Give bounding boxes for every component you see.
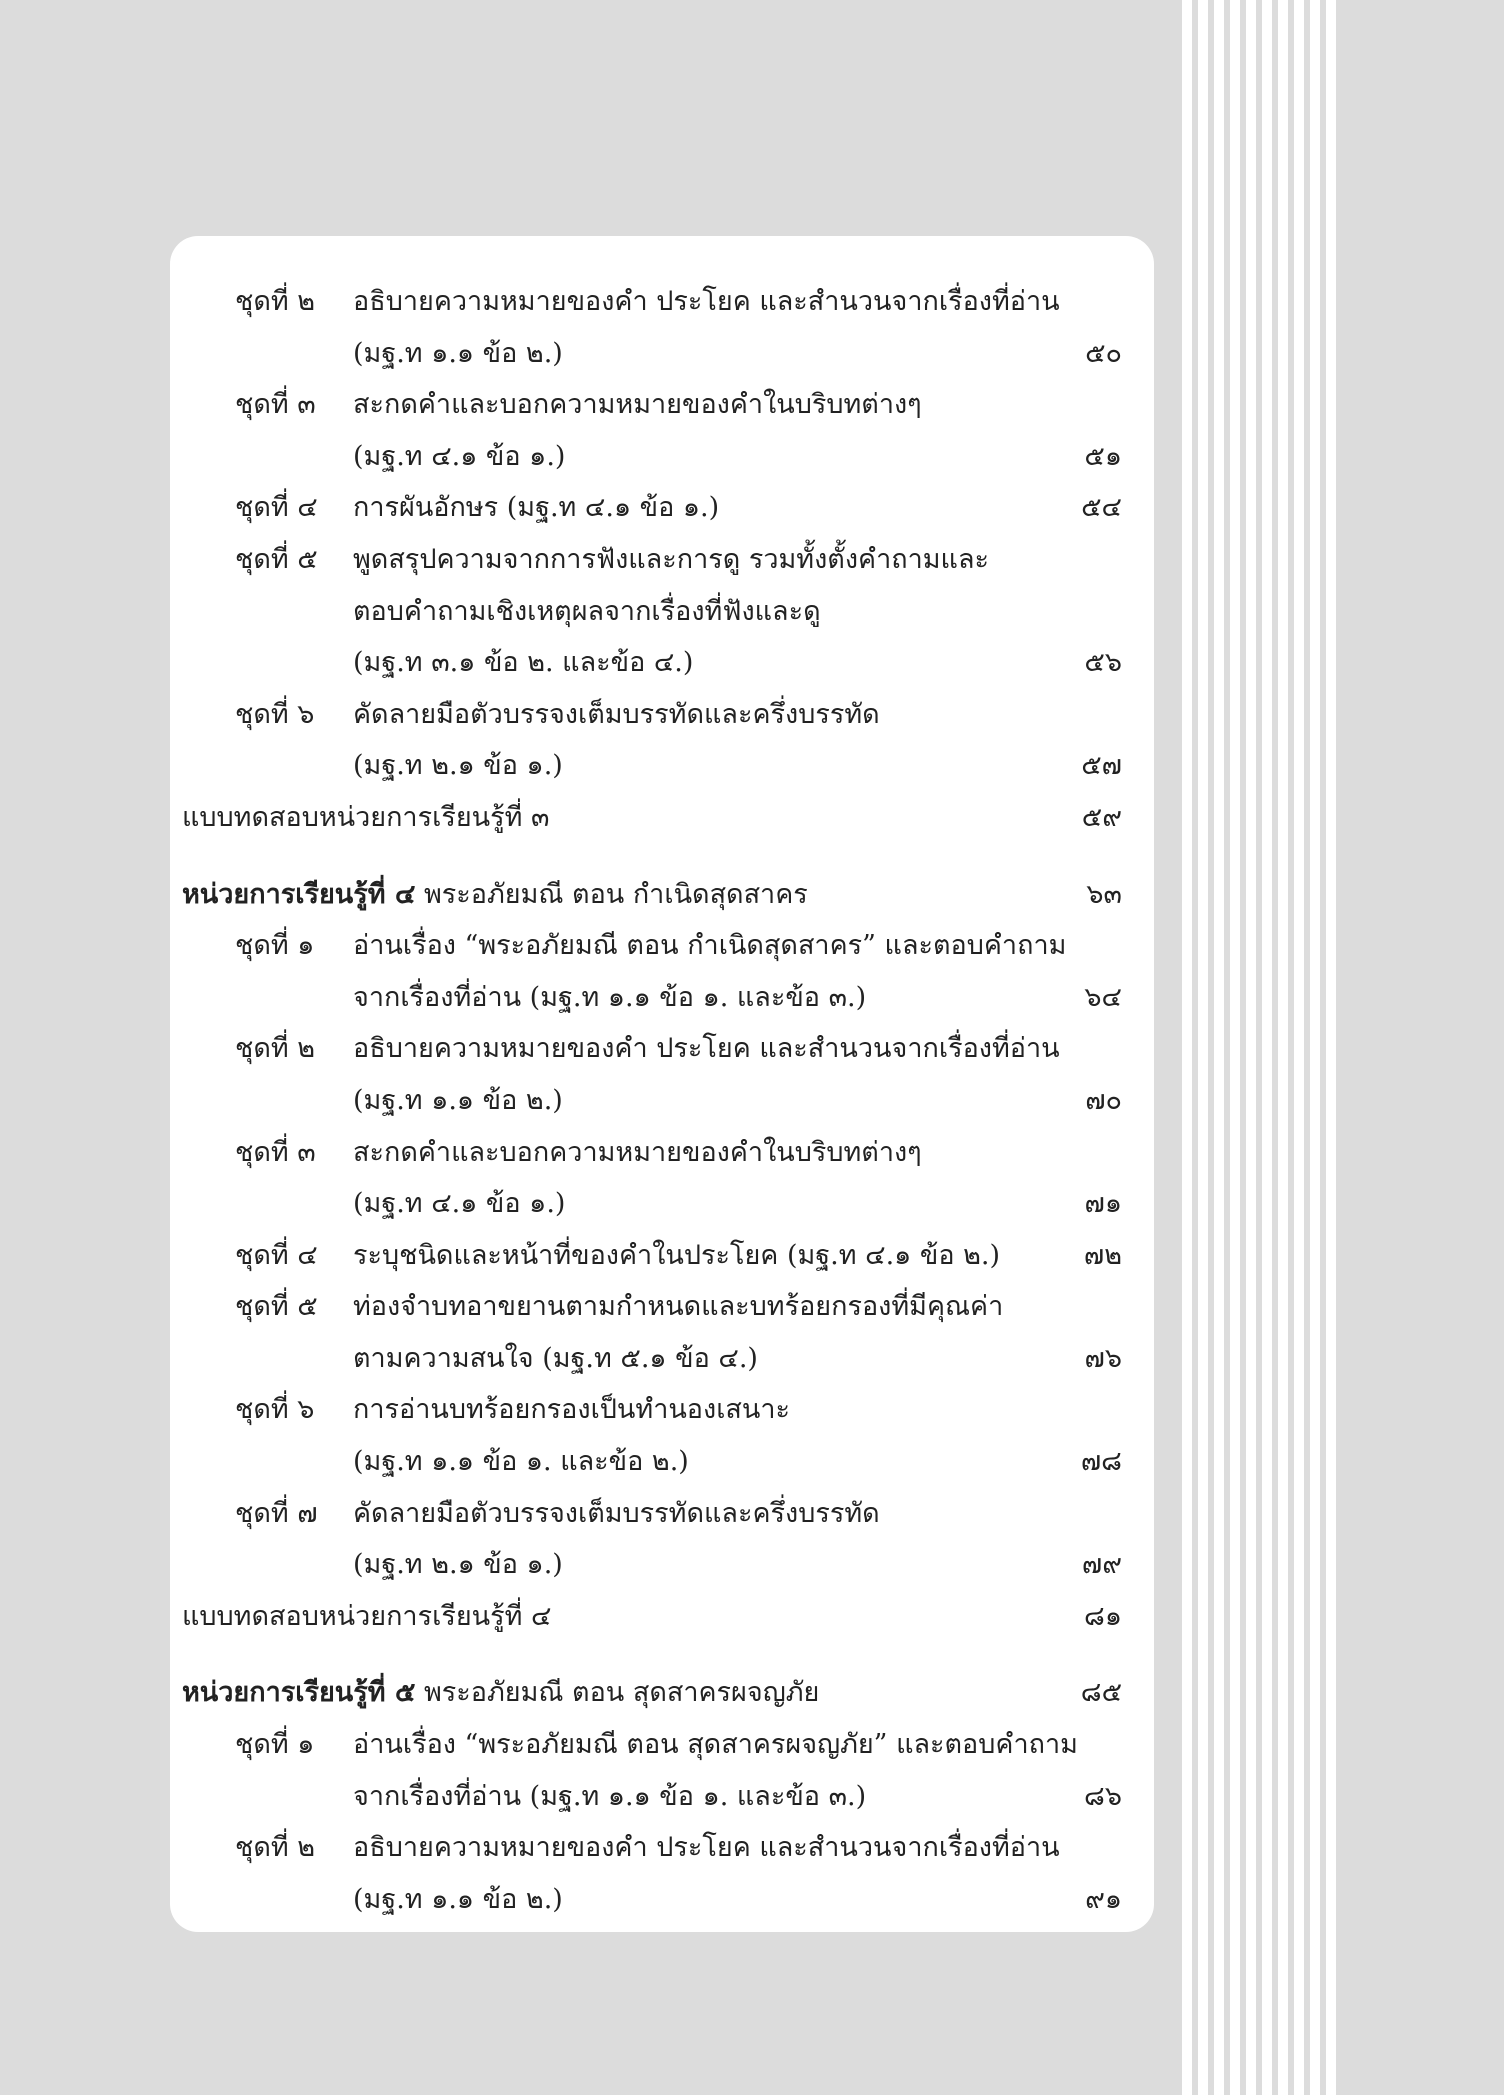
- toc-entry: [170, 970, 1154, 1022]
- toc-entry-text: พูดสรุปความจากการฟังและการดู รวมทั้งตั้งคำถามและ: [353, 543, 989, 575]
- toc-entry-text: อธิบายความหมายของคำ ประโยค และสำนวนจากเรื่องที่อ่าน: [353, 1832, 1060, 1864]
- toc-entry-label: ชุดที่ ๕: [235, 543, 318, 575]
- toc-page-number: ๕๗: [1081, 750, 1122, 782]
- toc-entry-text: คัดลายมือตัวบรรจงเต็มบรรทัดและครึ่งบรรทัด: [353, 698, 880, 730]
- toc-entry-text: อ่านเรื่อง “พระอภัยมณี ตอน สุดสาครผจญภัย” และตอบคำถาม: [353, 1729, 1078, 1761]
- toc-page-number: ๕๐: [1085, 337, 1122, 369]
- stripe: [1278, 0, 1288, 2095]
- toc-entry: [170, 326, 1154, 378]
- toc-entry-text: การอ่านบทร้อยกรองเป็นทำนองเสนาะ: [353, 1394, 791, 1426]
- toc-entry: [170, 1331, 1154, 1383]
- stripe: [1230, 0, 1240, 2095]
- toc-entry-text: ระบุชนิดและหน้าที่ของคำในประโยค (มฐ.ท ๔.๑ ข้อ ๒.): [353, 1239, 1001, 1271]
- toc-entry-text: (มฐ.ท ๔.๑ ข้อ ๑.): [353, 1188, 566, 1220]
- stripe: [1198, 0, 1208, 2095]
- toc-entry: [170, 1125, 1154, 1177]
- decorative-stripes: [1182, 0, 1504, 2095]
- toc-entry-text: อธิบายความหมายของคำ ประโยค และสำนวนจากเรื่องที่อ่าน: [353, 286, 1060, 317]
- toc-entry-label: ชุดที่ ๕: [235, 1291, 318, 1323]
- toc-entry: [170, 1382, 1154, 1434]
- toc-entry-text: แบบทดสอบหน่วยการเรียนรู้ที่ ๔: [182, 1600, 552, 1632]
- toc-entry-label: ชุดที่ ๔: [235, 492, 318, 524]
- toc-entry-text: จากเรื่องที่อ่าน (มฐ.ท ๑.๑ ข้อ ๑. และข้อ ๓.): [353, 1780, 867, 1812]
- toc-entry-text: [182, 872, 808, 915]
- toc-entry-label: ชุดที่ ๖: [235, 698, 315, 730]
- toc-entry: [170, 635, 1154, 687]
- toc-entry: [170, 1820, 1154, 1872]
- toc-entry: [170, 918, 1154, 970]
- toc-entry-text: (มฐ.ท ๑.๑ ข้อ ๑. และข้อ ๒.): [353, 1446, 689, 1478]
- toc-entry-label: ชุดที่ ๒: [235, 286, 316, 317]
- toc-page-number: ๘๕: [1080, 1677, 1122, 1709]
- toc-entry-label: ชุดที่ ๖: [235, 1394, 315, 1426]
- toc-page-number: ๗๒: [1083, 1239, 1122, 1271]
- toc-page-number: ๕๑: [1084, 440, 1122, 472]
- toc-entry-label: ชุดที่ ๒: [235, 1033, 316, 1065]
- toc-entry: [170, 1434, 1154, 1486]
- toc-entry-text: (มฐ.ท ๒.๑ ข้อ ๑.): [353, 1549, 563, 1581]
- toc-entry: [170, 429, 1154, 481]
- stripe: [1182, 0, 1192, 2095]
- stripe: [1294, 0, 1304, 2095]
- toc-entry-text: ตามความสนใจ (มฐ.ท ๕.๑ ข้อ ๔.): [353, 1342, 758, 1374]
- toc-entry: [170, 1537, 1154, 1589]
- toc-entry-text: (มฐ.ท ๑.๑ ข้อ ๒.): [353, 1883, 563, 1915]
- toc-unit-heading: [170, 867, 1154, 919]
- toc-entry-text: สะกดคำและบอกความหมายของคำในบริบทต่างๆ: [353, 1136, 922, 1168]
- toc-entry-label: ชุดที่ ๓: [235, 389, 316, 421]
- toc-entry-text: [182, 1670, 819, 1713]
- toc-entry-text: จากเรื่องที่อ่าน (มฐ.ท ๑.๑ ข้อ ๑. และข้อ ๓.): [353, 981, 867, 1013]
- stripe: [1214, 0, 1224, 2095]
- stripe: [1262, 0, 1272, 2095]
- toc-page-number: ๗๑: [1084, 1188, 1122, 1220]
- toc-unit-subtitle: พระอภัยมณี ตอน กำเนิดสุดสาคร: [423, 878, 808, 910]
- toc-entry-text: (มฐ.ท ๔.๑ ข้อ ๑.): [353, 440, 566, 472]
- toc-entry-text: แบบทดสอบหน่วยการเรียนรู้ที่ ๓: [182, 801, 550, 833]
- toc-page-number: ๖๔: [1084, 981, 1122, 1013]
- toc-entry-label: ชุดที่ ๓: [235, 1136, 316, 1168]
- toc-entry: [170, 532, 1154, 584]
- toc-entry-text: อ่านเรื่อง “พระอภัยมณี ตอน กำเนิดสุดสาคร” และตอบคำถาม: [353, 930, 1067, 962]
- toc-entry: [170, 480, 1154, 532]
- toc-entry-label: ชุดที่ ๗: [235, 1497, 318, 1529]
- toc-unit-subtitle: พระอภัยมณี ตอน สุดสาครผจญภัย: [423, 1677, 820, 1709]
- toc-page-number: ๘๑: [1084, 1600, 1122, 1632]
- toc-entry-label: ชุดที่ ๑: [235, 1729, 315, 1761]
- toc-entry-text: การผันอักษร (มฐ.ท ๔.๑ ข้อ ๑.): [353, 492, 720, 524]
- toc-card: [170, 236, 1154, 1932]
- toc-page-number: ๗๖: [1084, 1342, 1122, 1374]
- toc-entry: [170, 1486, 1154, 1538]
- toc-entry: [170, 1176, 1154, 1228]
- toc-entry-label: ชุดที่ ๔: [235, 1239, 318, 1271]
- toc-page-number: ๙๑: [1085, 1883, 1122, 1915]
- toc-entry-text: (มฐ.ท ๒.๑ ข้อ ๑.): [353, 750, 563, 782]
- toc-entry: [170, 1279, 1154, 1331]
- toc-entry-text: ตอบคำถามเชิงเหตุผลจากเรื่องที่ฟังและดู: [353, 595, 821, 627]
- toc-entry: [170, 738, 1154, 790]
- toc-entry: [170, 1228, 1154, 1280]
- stripe: [1246, 0, 1256, 2095]
- toc-page-number: ๗๙: [1081, 1549, 1122, 1581]
- toc-page-number: ๕๖: [1084, 647, 1122, 679]
- toc-entry: [170, 687, 1154, 739]
- toc-entry-text: (มฐ.ท ๓.๑ ข้อ ๒. และข้อ ๔.): [353, 647, 694, 679]
- toc-entry: [170, 584, 1154, 636]
- toc-entry-text: คัดลายมือตัวบรรจงเต็มบรรทัดและครึ่งบรรทัด: [353, 1497, 880, 1529]
- toc-page-number: ๘๖: [1084, 1780, 1122, 1812]
- toc-entry-text: (มฐ.ท ๑.๑ ข้อ ๒.): [353, 337, 563, 369]
- toc-page-number: ๖๓: [1086, 878, 1122, 910]
- toc-unit-title: หน่วยการเรียนรู้ที่ ๔: [182, 878, 416, 910]
- table-of-contents: [170, 274, 1154, 1923]
- toc-entry: [170, 1589, 1154, 1641]
- toc-entry: [170, 1021, 1154, 1073]
- toc-entry-label: ชุดที่ ๑: [235, 930, 315, 962]
- toc-entry-label: ชุดที่ ๒: [235, 1832, 316, 1864]
- stripe: [1310, 0, 1320, 2095]
- toc-page-number: ๕๔: [1081, 492, 1122, 524]
- toc-page-number: ๗๐: [1085, 1084, 1122, 1116]
- toc-entry: [170, 1769, 1154, 1821]
- toc-entry: [170, 1872, 1154, 1924]
- toc-entry: [170, 790, 1154, 842]
- stripe: [1326, 0, 1336, 2095]
- toc-page-number: ๗๘: [1080, 1446, 1122, 1478]
- toc-entry: [170, 1073, 1154, 1125]
- toc-page-number: ๕๙: [1081, 801, 1122, 833]
- toc-entry: [170, 1717, 1154, 1769]
- toc-entry-text: ท่องจำบทอาขยานตามกำหนดและบทร้อยกรองที่มีคุณค่า: [353, 1291, 1004, 1323]
- toc-unit-heading: [170, 1665, 1154, 1717]
- toc-entry-text: สะกดคำและบอกความหมายของคำในบริบทต่างๆ: [353, 389, 922, 421]
- toc-entry-text: (มฐ.ท ๑.๑ ข้อ ๒.): [353, 1084, 563, 1116]
- toc-unit-title: หน่วยการเรียนรู้ที่ ๕: [182, 1677, 416, 1709]
- toc-entry: [170, 274, 1154, 326]
- toc-entry-text: อธิบายความหมายของคำ ประโยค และสำนวนจากเรื่องที่อ่าน: [353, 1033, 1060, 1065]
- toc-entry: [170, 377, 1154, 429]
